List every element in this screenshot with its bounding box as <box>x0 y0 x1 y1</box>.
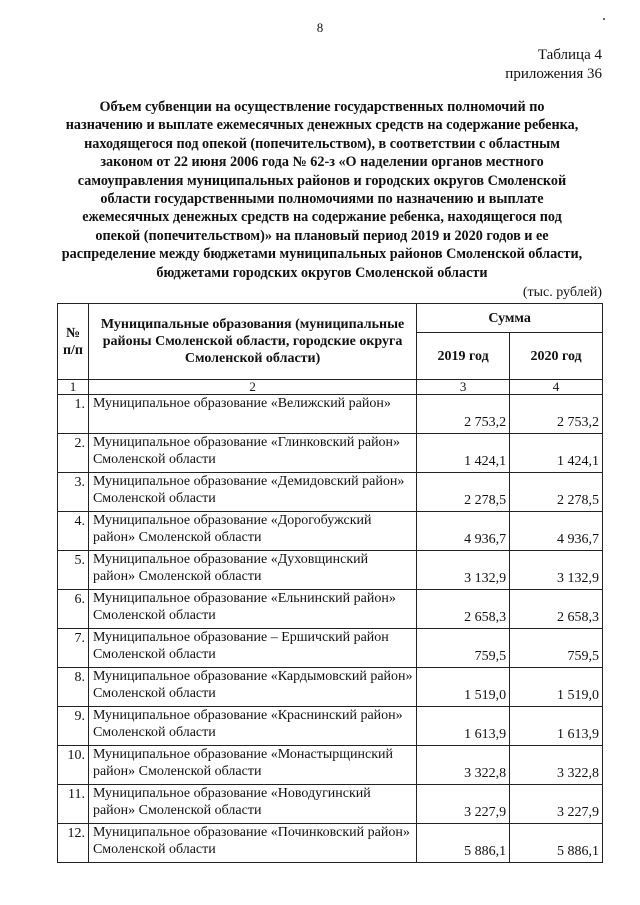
row-number: 3. <box>58 473 89 512</box>
value-2019: 3 227,9 <box>417 785 510 824</box>
header-2020: 2020 год <box>510 333 603 380</box>
value-2019: 2 658,3 <box>417 590 510 629</box>
row-number: 7. <box>58 629 89 668</box>
header-2019: 2019 год <box>417 333 510 380</box>
value-2019: 5 886,1 <box>417 824 510 863</box>
value-2019: 3 322,8 <box>417 746 510 785</box>
row-number: 5. <box>58 551 89 590</box>
row-number: 12. <box>58 824 89 863</box>
table-row <box>58 746 603 785</box>
value-2019: 1 613,9 <box>417 707 510 746</box>
table-row <box>58 668 603 707</box>
table-row <box>58 590 603 629</box>
table-row <box>58 629 603 668</box>
value-2020: 1 424,1 <box>510 434 603 473</box>
value-2020: 2 278,5 <box>510 473 603 512</box>
header-number: № п/п <box>58 304 89 380</box>
document-title: Объем субвенции на осуществление государственных полномочий по назначению и выплате ежемесячных денежных средств на содержание ребенка, находящегося под опекой (попечительством), в соответствии с областным законом от 22 июня 2006 года № 62-з «О наделении органов местного самоуправления муниципальных районов и городских округов Смоленской области государственными полномочиями по назначению и выплате ежемесячных денежных средств на содержание ребенка, находящегося под опекой (попечительством)» на плановый период 2019 и 2020 годов и ее распределение между бюджетами муниципальных районов Смоленской области, бюджетами городских округов Смоленской области <box>61 99 583 281</box>
row-number: 6. <box>58 590 89 629</box>
value-2020: 2 753,2 <box>510 395 603 434</box>
value-2019: 3 132,9 <box>417 551 510 590</box>
value-2020: 5 886,1 <box>510 824 603 863</box>
value-2020: 3 227,9 <box>510 785 603 824</box>
row-number: 11. <box>58 785 89 824</box>
value-2019: 2 753,2 <box>417 395 510 434</box>
row-number: 10. <box>58 746 89 785</box>
table-row <box>58 707 603 746</box>
table-row <box>58 512 603 551</box>
table-row <box>58 473 603 512</box>
value-2020: 3 132,9 <box>510 551 603 590</box>
value-2020: 4 936,7 <box>510 512 603 551</box>
row-number: 9. <box>58 707 89 746</box>
municipality-name: Муниципальное образование «Велижский район» <box>88 395 416 434</box>
row-number: 8. <box>58 668 89 707</box>
municipality-name: Муниципальное образование «Краснинский район» Смоленской области <box>88 707 416 746</box>
municipality-name: Муниципальное образование «Духовщинский район» Смоленской области <box>88 551 416 590</box>
municipality-name: Муниципальное образование «Ельнинский район» Смоленской области <box>88 590 416 629</box>
table-row <box>58 395 603 434</box>
appendix-reference <box>505 46 602 84</box>
value-2019: 1 424,1 <box>417 434 510 473</box>
page-number: 8 <box>316 20 324 35</box>
header-sum: Сумма <box>417 304 603 333</box>
municipality-name: Муниципальное образование «Дорогобужский район» Смоленской области <box>88 512 416 551</box>
value-2019: 2 278,5 <box>417 473 510 512</box>
value-2020: 3 322,8 <box>510 746 603 785</box>
header-name: Муниципальные образования (муниципальные районы Смоленской области, городские округа Смоленской области) <box>88 304 416 380</box>
municipality-name: Муниципальное образование «Демидовский район» Смоленской области <box>88 473 416 512</box>
municipality-name: Муниципальное образование – Ершичский район Смоленской области <box>88 629 416 668</box>
column-index: 2 <box>88 380 416 395</box>
value-2020: 2 658,3 <box>510 590 603 629</box>
table-row <box>58 785 603 824</box>
column-index: 3 <box>417 380 510 395</box>
municipality-name: Муниципальное образование «Починковский район» Смоленской области <box>88 824 416 863</box>
appendix-label: приложения 36 <box>505 66 602 82</box>
municipality-name: Муниципальное образование «Монастырщинский район» Смоленской области <box>88 746 416 785</box>
municipality-name: Муниципальное образование «Глинковский район» Смоленской области <box>88 434 416 473</box>
row-number: 1. <box>58 395 89 434</box>
value-2019: 1 519,0 <box>417 668 510 707</box>
column-index: 4 <box>510 380 603 395</box>
table-row <box>58 551 603 590</box>
column-index: 1 <box>58 380 89 395</box>
table-row <box>58 824 603 863</box>
value-2020: 1 519,0 <box>510 668 603 707</box>
table-row <box>58 434 603 473</box>
row-number: 2. <box>58 434 89 473</box>
row-number: 4. <box>58 512 89 551</box>
value-2019: 4 936,7 <box>417 512 510 551</box>
subvention-table <box>57 303 603 863</box>
units-label: (тыс. рублей) <box>522 285 602 300</box>
value-2020: 759,5 <box>510 629 603 668</box>
scan-speck <box>603 18 605 20</box>
value-2019: 759,5 <box>417 629 510 668</box>
column-index-row <box>58 380 603 395</box>
municipality-name: Муниципальное образование «Кардымовский район» Смоленской области <box>88 668 416 707</box>
value-2020: 1 613,9 <box>510 707 603 746</box>
table-label: Таблица 4 <box>537 47 602 63</box>
municipality-name: Муниципальное образование «Новодугинский район» Смоленской области <box>88 785 416 824</box>
